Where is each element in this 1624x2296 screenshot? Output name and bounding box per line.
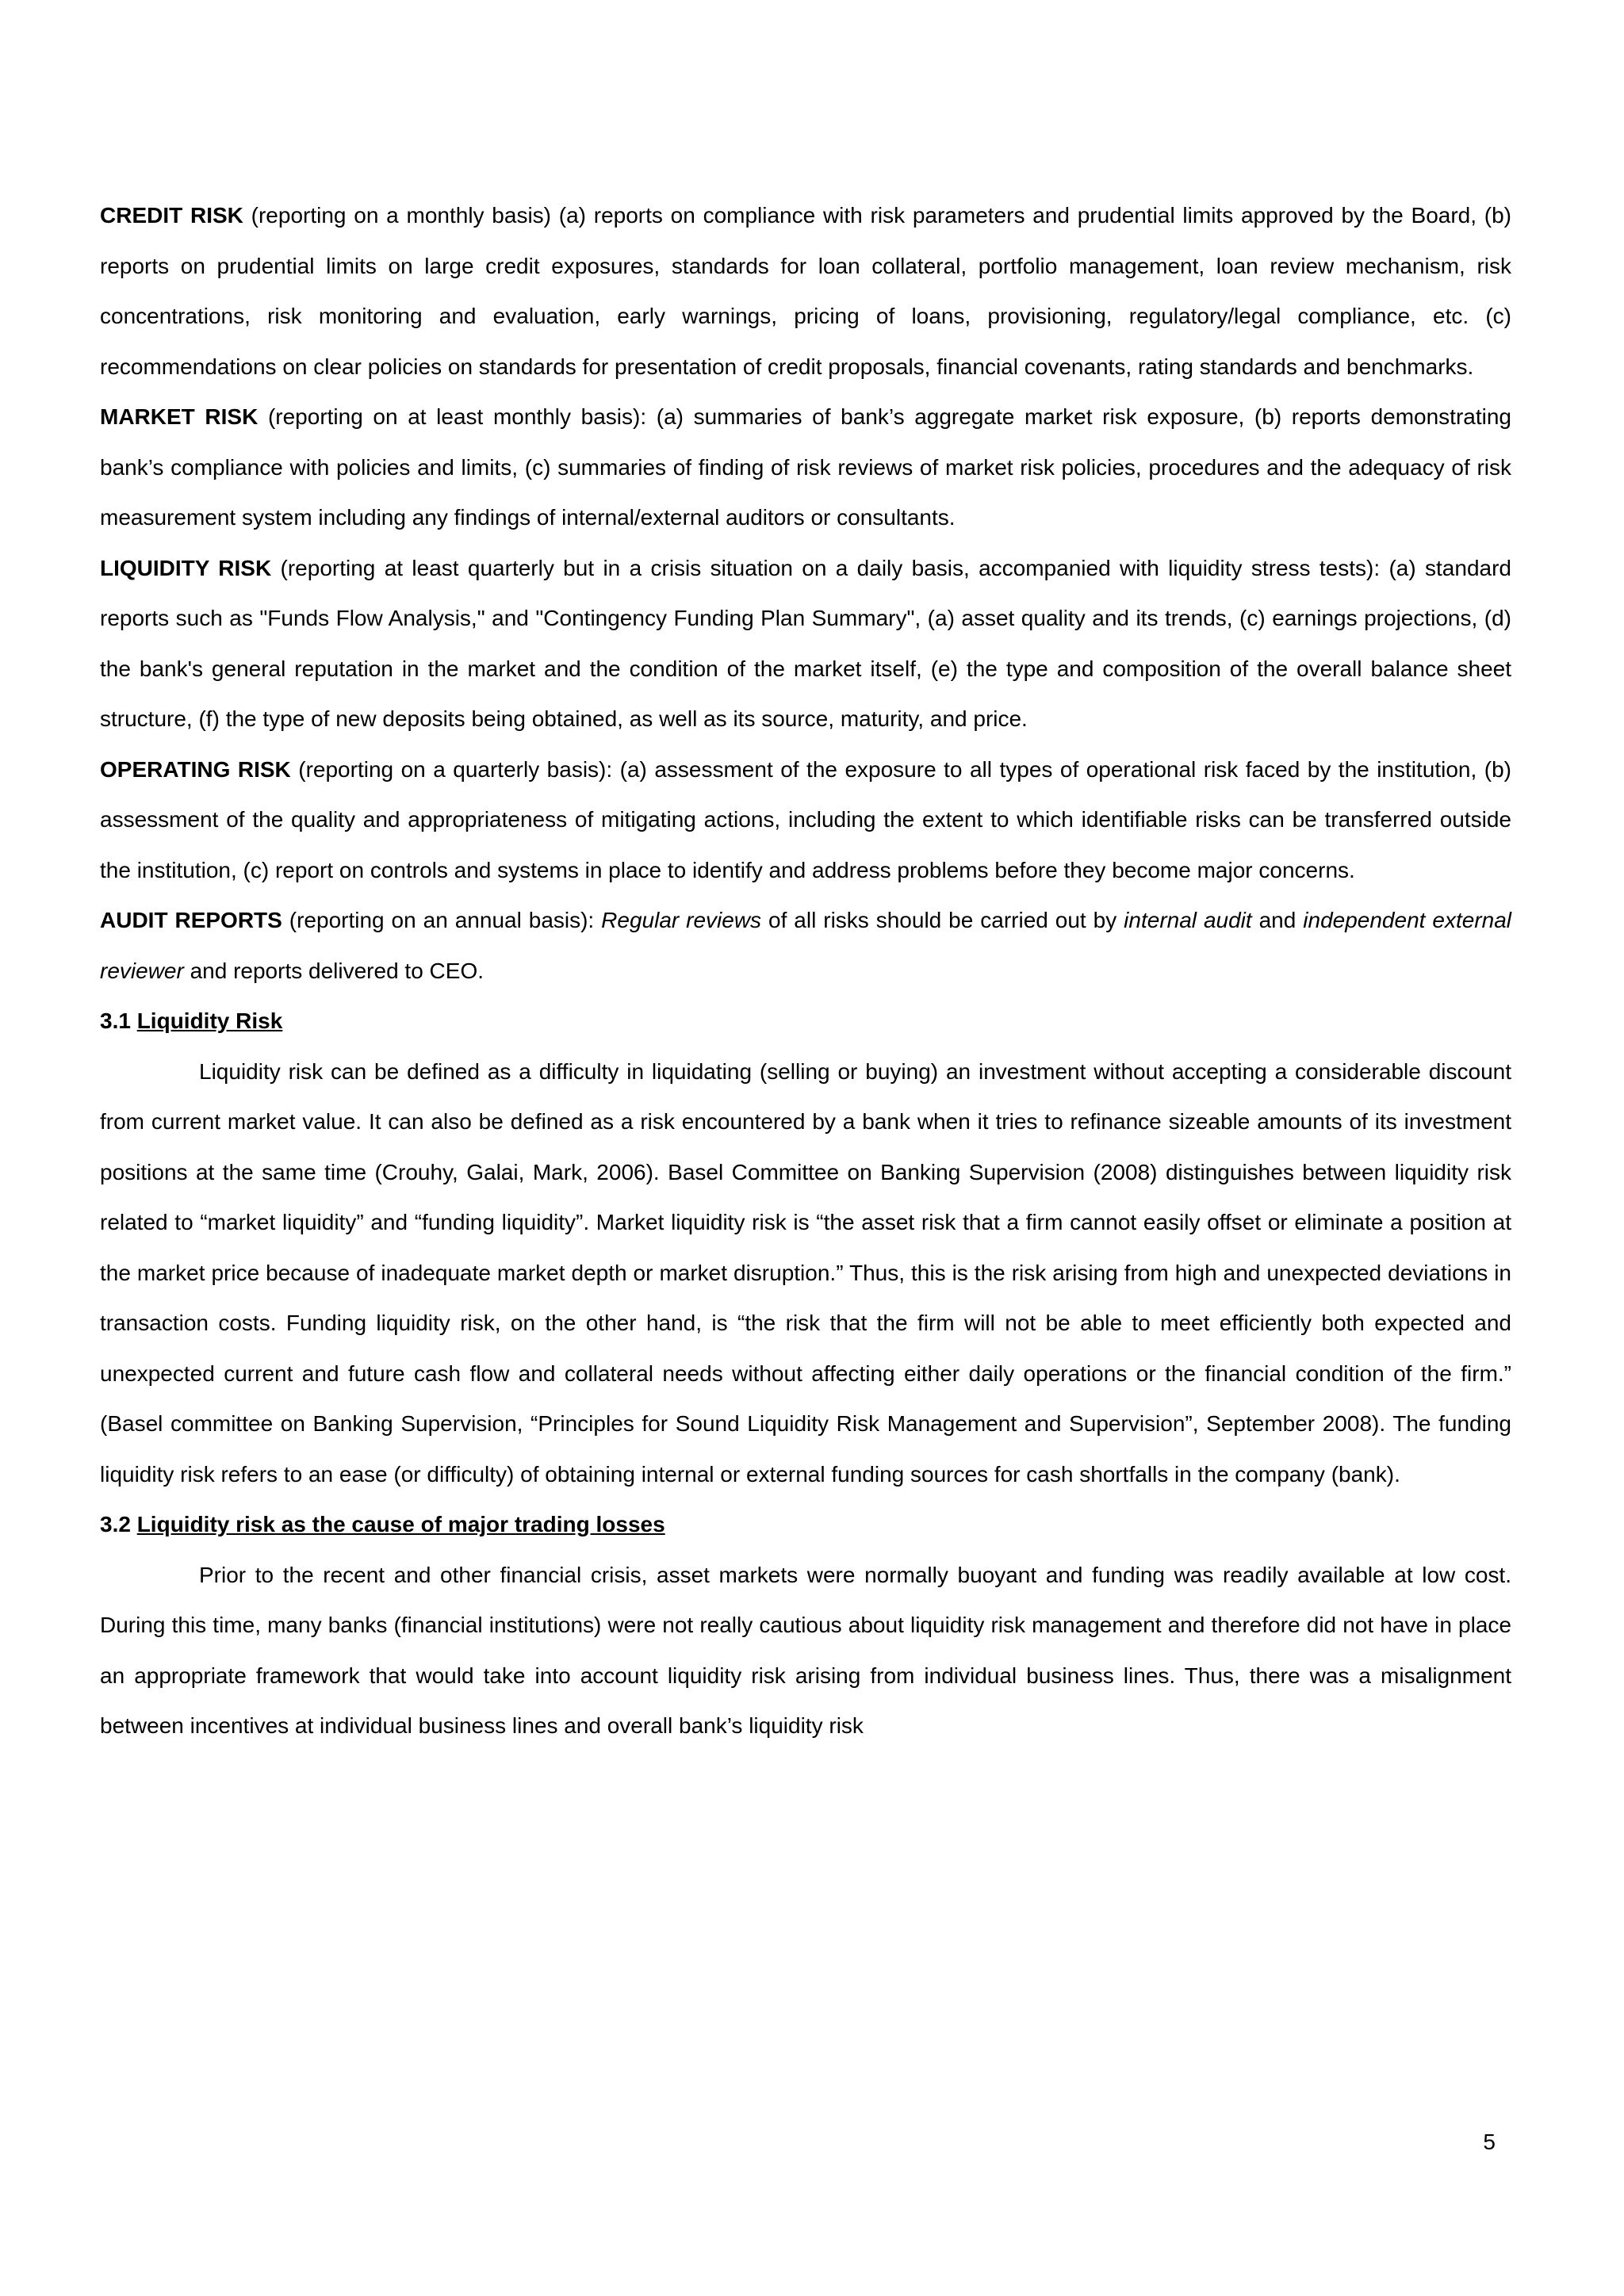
audit-text-part3: and [1251,908,1304,932]
section-3-1-body: Liquidity risk can be defined as a difficulty in liquidating (selling or buying) an investment without accepting a considerable discount from current market value. It can also be defined as a risk encountered by a bank when it tries to refinance sizeable amounts of its investment positions at the same time (Crouhy, Galai, Mark, 2006). Basel Committee on Banking Supervision (2008) distinguishes between liquidity risk related to “market liquidity” and “funding liquidity”. Market liquidity risk is “the asset risk that a firm cannot easily offset or eliminate a position at the market price because of inadequate market depth or market disruption.” Thus, this is the risk arising from high and unexpected deviations in transaction costs. Funding liquidity risk, on the other hand, is “the risk that the firm will not be able to meet efficiently both expected and unexpected current and future cash flow and collateral needs without affecting either daily operations or the financial condition of the firm.” (Basel committee on Banking Supervision, “Principles for Sound Liquidity Risk Management and Supervision”, September 2008). The funding liquidity risk refers to an ease (or difficulty) of obtaining internal or external funding sources for cash shortfalls in the company (bank). [100,1058,1511,1487]
liquidity-risk-paragraph [100,543,1511,744]
audit-text-part1: (reporting on an annual basis): [282,908,602,932]
credit-risk-paragraph [100,190,1511,392]
section-3-2-title: Liquidity risk as the cause of major trading losses [136,1512,665,1536]
operating-risk-label: OPERATING RISK [100,756,291,782]
audit-italic-external-reviewer: independent external reviewer [100,908,1511,983]
audit-text-part4: and reports delivered to CEO. [183,958,485,983]
market-risk-label: MARKET RISK [100,404,259,429]
section-3-2-body: Prior to the recent and other financial crisis, asset markets were normally buoyant and funding was readily available at low cost. During this time, many banks (financial institutions) were not really cautious about liquidity risk management and therefore did not have in place an appropriate framework that would take into account liquidity risk arising from individual business lines. Thus, there was a misalignment between incentives at individual business lines and overall bank’s liquidity risk [100,1562,1511,1738]
audit-text-part2: of all risks should be carried out by [761,908,1124,932]
liquidity-risk-text: (reporting at least quarterly but in a crisis situation on a daily basis, accompanied with liquidity stress tests): (a) standard reports such as "Funds Flow Analysis," and "Contingency Funding Plan Summary", (a) asset quality and its trends, (c) earnings projections, (d) the bank's general reputation in the market and the condition of the market itself, (e) the type and composition of the overall balance sheet structure, (f) the type of new deposits being obtained, as well as its source, maturity, and price. [100,555,1511,731]
section-3-1-heading [100,996,1511,1047]
section-3-1-title: Liquidity Risk [136,1008,283,1033]
audit-reports-paragraph [100,895,1511,996]
credit-risk-label: CREDIT RISK [100,203,243,228]
audit-reports-label: AUDIT REPORTS [100,908,282,932]
audit-italic-internal-audit: internal audit [1124,908,1252,932]
page-number: 5 [1483,2130,1496,2154]
operating-risk-text: (reporting on a quarterly basis): (a) assessment of the exposure to all types of operational risk faced by the institution, (b) assessment of the quality and appropriateness of mitigating actions, including the extent to which identifiable risks can be transferred outside the institution, (c) report on controls and systems in place to identify and address problems before they become major concerns. [100,756,1511,882]
section-3-2-heading [100,1499,1511,1550]
operating-risk-paragraph [100,744,1511,896]
market-risk-text: (reporting on at least monthly basis): (a) summaries of bank’s aggregate market risk exposure, (b) reports demonstrating bank’s compliance with policies and limits, (c) summaries of finding of risk reviews of market risk policies, procedures and the adequacy of risk measurement system including any findings of internal/external auditors or consultants. [100,404,1511,530]
market-risk-paragraph [100,392,1511,543]
credit-risk-text: (reporting on a monthly basis) (a) reports on compliance with risk parameters and prudential limits approved by the Board, (b) reports on prudential limits on large credit exposures, standards for loan collateral, portfolio management, loan review mechanism, risk concentrations, risk monitoring and evaluation, early warnings, pricing of loans, provisioning, regulatory/legal compliance, etc. (c) recommendations on clear policies on standards for presentation of credit proposals, financial covenants, rating standards and benchmarks. [100,203,1511,379]
document-body [100,190,1511,1751]
liquidity-risk-label: LIQUIDITY RISK [100,555,272,580]
section-3-2-number: 3.2 [100,1512,137,1536]
section-3-1-number: 3.1 [100,1008,137,1033]
audit-italic-regular-reviews: Regular reviews [601,908,762,932]
